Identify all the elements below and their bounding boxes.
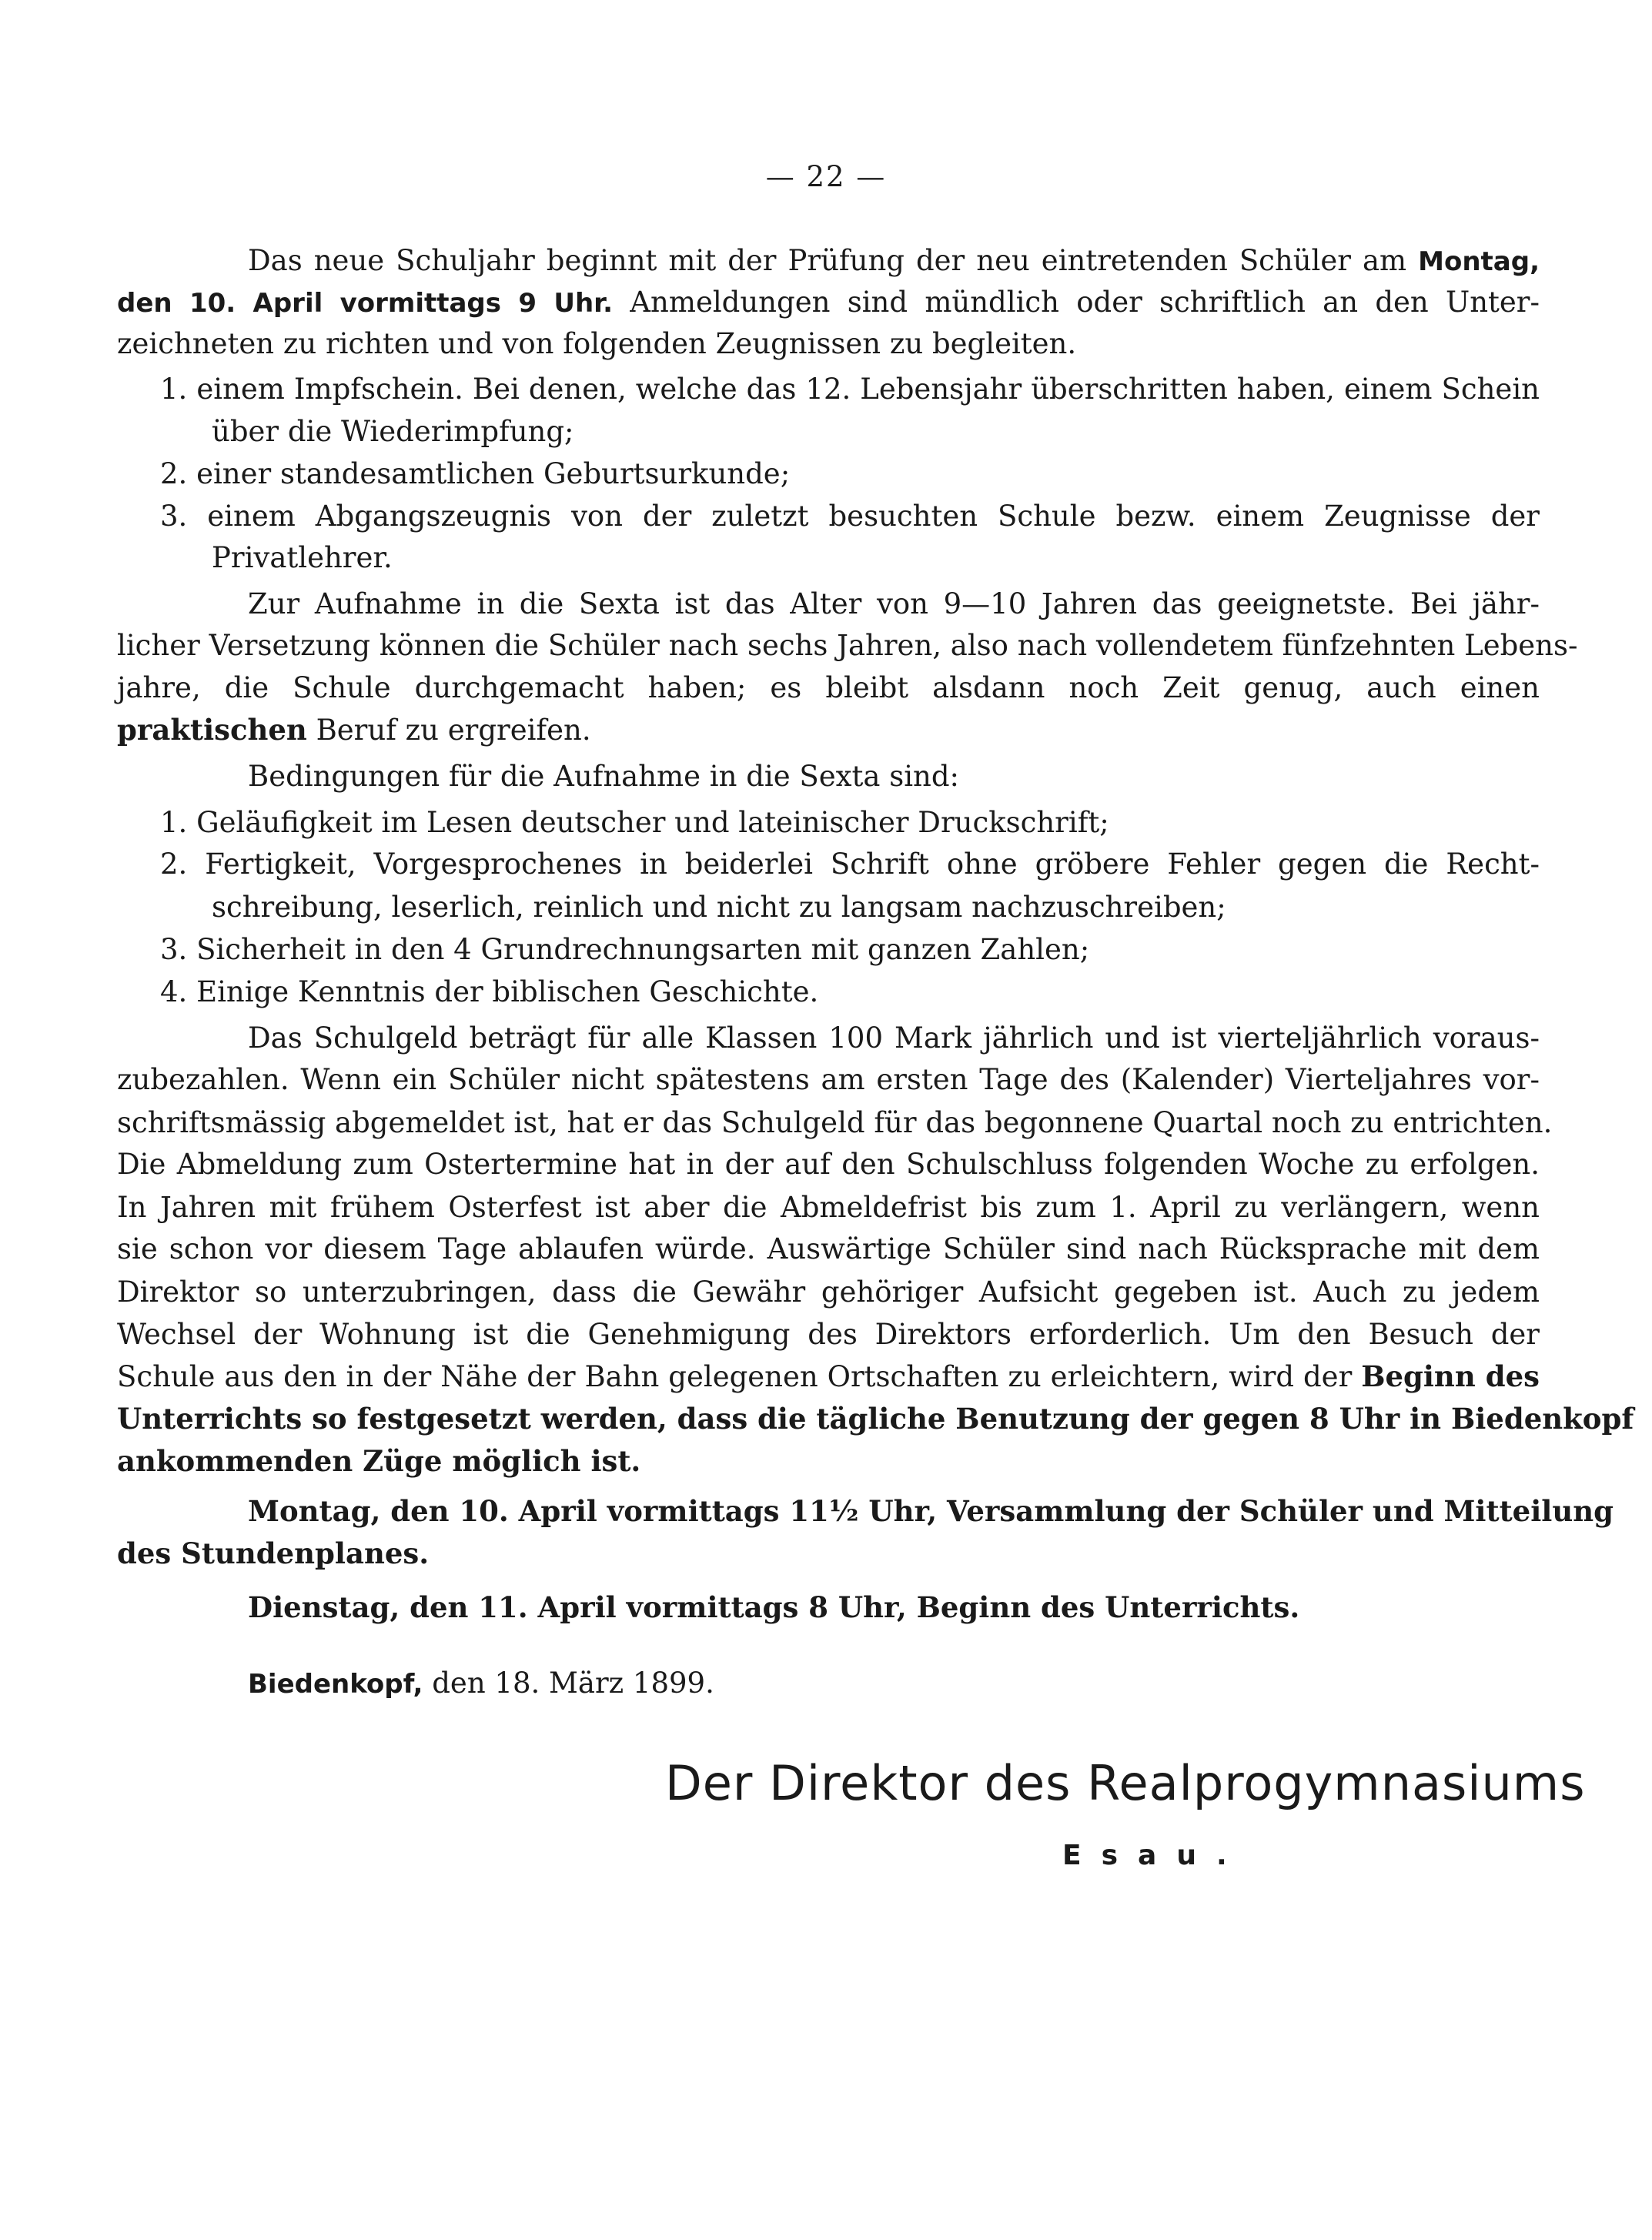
text-segment: über die Wiederimpfung; xyxy=(212,415,574,448)
text-line xyxy=(117,1444,641,1478)
text-line xyxy=(212,417,574,446)
signature-name: Esau. xyxy=(1062,1840,1247,1871)
text-line xyxy=(117,1402,1634,1436)
signature-title: Der Direktor des Realprogymnasiums xyxy=(665,1755,1586,1811)
text-line xyxy=(160,373,1540,406)
text-segment: 3. Sicherheit in den 4 Grundrechnungsarten mit ganzen Zahlen; xyxy=(160,933,1090,966)
text-segment: zeichneten zu richten und von folgenden Zeugnissen zu begleiten. xyxy=(117,327,1077,360)
text-segment: 2. Fertigkeit, Vorgesprochenes in beiderlei Schrift ohne gröbere Fehler gegen die Recht- xyxy=(160,848,1540,881)
emphasis-text: Unterrichts so festgesetzt werden, dass die tägliche Benutzung der gegen 8 Uhr in Biedenkopf xyxy=(117,1402,1634,1436)
text-segment: Anmeldungen sind mündlich oder schriftlich an den Unter- xyxy=(613,286,1540,319)
text-segment: schreibung, leserlich, reinlich und nicht zu langsam nachzuschreiben; xyxy=(212,891,1226,924)
text-segment: 4. Einige Kenntnis der biblischen Geschichte. xyxy=(160,975,819,1008)
text-line xyxy=(117,1150,1540,1179)
text-line xyxy=(160,848,1540,881)
text-line xyxy=(248,1021,1540,1055)
text-segment: schriftsmässig abgemeldet ist, hat er das Schulgeld für das begonnene Quartal noch zu entrichten. xyxy=(117,1106,1553,1139)
text-line xyxy=(160,457,791,490)
text-line xyxy=(117,1536,430,1570)
text-segment: 2. einer standesamtlichen Geburtsurkunde; xyxy=(160,457,791,490)
emphasis-text: Montag, den 10. April vormittags 11½ Uhr, Versammlung der Schüler und Mitteilung xyxy=(248,1494,1614,1528)
text-segment: 1. einem Impfschein. Bei denen, welche das 12. Lebensjahr überschritten haben, einem Schein xyxy=(160,373,1540,406)
emphasis-text: den 10. April vormittags 9 Uhr. xyxy=(117,288,614,319)
emphasis-text: Montag, xyxy=(1418,246,1540,277)
text-segment: Wechsel der Wohnung ist die Genehmigung des Direktors erforderlich. Um den Besuch der xyxy=(117,1318,1540,1351)
text-line xyxy=(212,891,1226,924)
page-number: — 22 — xyxy=(765,160,887,193)
emphasis-text: Beginn des xyxy=(1361,1359,1540,1393)
text-line xyxy=(248,1667,714,1700)
text-segment: 1. Geläufigkeit im Lesen deutscher und lateinischer Druckschrift; xyxy=(160,806,1109,839)
text-segment: den 18. März 1899. xyxy=(423,1667,714,1700)
text-line xyxy=(117,1320,1540,1349)
text-line xyxy=(160,808,1109,837)
text-line xyxy=(117,629,1578,662)
emphasis-text: des Stundenplanes. xyxy=(117,1536,430,1570)
text-segment: Das Schulgeld beträgt für alle Klassen 100 Mark jährlich und ist vierteljährlich voraus- xyxy=(248,1021,1540,1055)
text-line xyxy=(117,286,1540,319)
text-line xyxy=(160,975,819,1008)
text-segment: Das neue Schuljahr beginnt mit der Prüfung der neu eintretenden Schüler am xyxy=(248,244,1419,277)
text-segment: jahre, die Schule durchgemacht haben; es bleibt alsdann noch Zeit genug, auch einen xyxy=(117,671,1540,704)
text-line xyxy=(117,1065,1540,1094)
text-line xyxy=(160,500,1540,533)
text-segment: Schule aus den in der Nähe der Bahn gelegenen Ortschaften zu erleichtern, wird der xyxy=(117,1360,1362,1393)
text-segment: Bedingungen für die Aufnahme in die Sexta sind: xyxy=(248,760,960,793)
text-line xyxy=(160,935,1089,964)
text-segment: Privatlehrer. xyxy=(212,541,393,574)
text-line xyxy=(117,1232,1540,1265)
text-line xyxy=(248,1494,1614,1528)
text-line xyxy=(117,713,591,747)
text-line xyxy=(117,1106,1553,1139)
text-segment: sie schon vor diesem Tage ablaufen würde. Auswärtige Schüler sind nach Rücksprache mit dem xyxy=(117,1232,1540,1265)
emphasis-text: Biedenkopf, xyxy=(248,1669,423,1700)
text-line xyxy=(212,543,393,572)
text-segment: licher Versetzung können die Schüler nach sechs Jahren, also nach vollendetem fünfzehnten Lebens- xyxy=(117,629,1578,662)
emphasis-text: ankommenden Züge möglich ist. xyxy=(117,1444,641,1478)
text-segment: In Jahren mit frühem Osterfest ist aber die Abmeldefrist bis zum 1. April zu verlängern, wenn xyxy=(117,1191,1540,1224)
text-segment: Die Abmeldung zum Ostertermine hat in der auf den Schulschluss folgenden Woche zu erfolgen. xyxy=(117,1148,1540,1181)
text-segment: 3. einem Abgangszeugnis von der zuletzt besuchten Schule bezw. einem Zeugnisse der xyxy=(160,500,1540,533)
text-line xyxy=(248,762,959,791)
emphasis-text: Dienstag, den 11. April vormittags 8 Uhr, Beginn des Unterrichts. xyxy=(248,1590,1300,1624)
text-line xyxy=(248,246,1540,275)
text-line xyxy=(117,1359,1540,1393)
emphasis-text: praktischen xyxy=(117,713,307,747)
text-line xyxy=(248,587,1540,620)
text-segment: Beruf zu ergreifen. xyxy=(306,714,591,747)
text-segment: zubezahlen. Wenn ein Schüler nicht spätestens am ersten Tage des (Kalender) Vierteljahres vor- xyxy=(117,1063,1540,1096)
text-line xyxy=(117,329,1076,358)
text-line xyxy=(248,1590,1300,1624)
text-line xyxy=(117,1275,1540,1309)
text-segment: Direktor so unterzubringen, dass die Gewähr gehöriger Aufsicht gegeben ist. Auch zu jedem xyxy=(117,1275,1540,1309)
text-line xyxy=(117,1193,1540,1222)
text-segment: Zur Aufnahme in die Sexta ist das Alter von 9—10 Jahren das geeignetste. Bei jähr- xyxy=(248,587,1540,620)
text-line xyxy=(117,671,1540,704)
